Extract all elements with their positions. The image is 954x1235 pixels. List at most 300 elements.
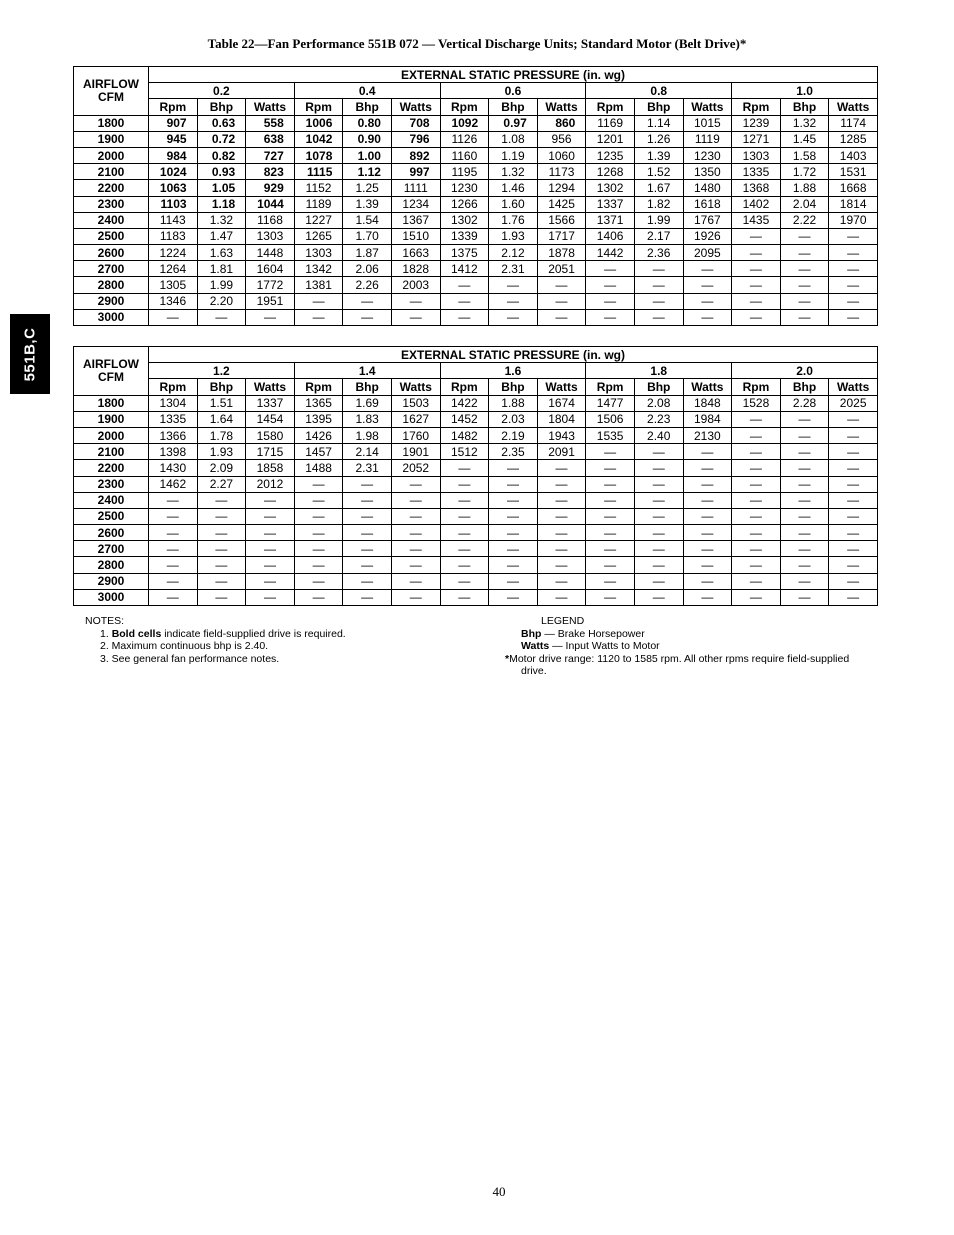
sub-header-rpm: Rpm: [294, 379, 343, 395]
sub-header-watts: Watts: [246, 99, 295, 115]
data-cell: —: [489, 589, 538, 605]
data-cell: —: [732, 245, 781, 261]
data-cell: —: [537, 573, 586, 589]
data-cell: 1604: [246, 261, 295, 277]
data-cell: 1580: [246, 427, 295, 443]
data-cell: —: [343, 589, 392, 605]
data-cell: —: [440, 557, 489, 573]
data-cell: 1.81: [197, 261, 246, 277]
data-cell: 1.54: [343, 212, 392, 228]
data-cell: 1285: [829, 131, 878, 147]
note-1-prefix: 1.: [100, 627, 112, 640]
data-cell: —: [343, 309, 392, 325]
data-cell: —: [634, 541, 683, 557]
data-cell: —: [489, 309, 538, 325]
data-cell: —: [683, 277, 732, 293]
pressure-header: 1.8: [586, 363, 732, 379]
data-cell: —: [586, 589, 635, 605]
data-cell: —: [391, 492, 440, 508]
data-cell: 1970: [829, 212, 878, 228]
data-cell: —: [780, 589, 829, 605]
data-cell: —: [489, 476, 538, 492]
data-cell: —: [149, 573, 198, 589]
data-cell: 1.14: [634, 115, 683, 131]
data-cell: 1.69: [343, 395, 392, 411]
data-cell: 0.72: [197, 131, 246, 147]
sub-header-bhp: Bhp: [780, 379, 829, 395]
legend-watts-def: — Input Watts to Motor: [549, 640, 660, 653]
data-cell: —: [440, 508, 489, 524]
data-cell: 1.47: [197, 228, 246, 244]
table-row: [74, 164, 878, 180]
airflow-cfm-cell: 1900: [74, 131, 149, 147]
data-cell: —: [246, 557, 295, 573]
data-cell: 1.00: [343, 147, 392, 163]
data-cell: 2.36: [634, 245, 683, 261]
airflow-cfm-cell: 2900: [74, 293, 149, 309]
data-cell: 1.12: [343, 164, 392, 180]
data-cell: 1984: [683, 411, 732, 427]
table-row: [74, 245, 878, 261]
data-cell: —: [829, 277, 878, 293]
data-cell: —: [732, 460, 781, 476]
sub-header-bhp: Bhp: [197, 379, 246, 395]
data-cell: —: [780, 492, 829, 508]
sub-header-bhp: Bhp: [197, 99, 246, 115]
sub-header-watts: Watts: [683, 379, 732, 395]
data-cell: 1303: [294, 245, 343, 261]
data-cell: —: [197, 573, 246, 589]
data-cell: 796: [391, 131, 440, 147]
data-cell: 2091: [537, 444, 586, 460]
data-cell: —: [829, 476, 878, 492]
data-cell: 1674: [537, 395, 586, 411]
data-cell: 1767: [683, 212, 732, 228]
data-cell: —: [683, 557, 732, 573]
table-row: [74, 196, 878, 212]
data-cell: 2.20: [197, 293, 246, 309]
data-cell: 1346: [149, 293, 198, 309]
data-cell: 1480: [683, 180, 732, 196]
data-cell: —: [149, 557, 198, 573]
data-cell: —: [489, 525, 538, 541]
data-cell: —: [440, 277, 489, 293]
data-cell: 1271: [732, 131, 781, 147]
data-cell: 1.82: [634, 196, 683, 212]
table-row: [74, 261, 878, 277]
sub-header-watts: Watts: [246, 379, 295, 395]
data-cell: —: [586, 573, 635, 589]
data-cell: 2.06: [343, 261, 392, 277]
data-cell: —: [732, 557, 781, 573]
data-cell: —: [537, 589, 586, 605]
data-cell: —: [683, 261, 732, 277]
data-cell: —: [586, 444, 635, 460]
data-cell: —: [489, 573, 538, 589]
data-cell: 1.60: [489, 196, 538, 212]
pressure-header: 1.2: [149, 363, 295, 379]
data-cell: —: [634, 293, 683, 309]
data-cell: 1.88: [780, 180, 829, 196]
data-cell: —: [197, 541, 246, 557]
data-cell: 1848: [683, 395, 732, 411]
data-cell: 1.58: [780, 147, 829, 163]
airflow-cfm-cell: 2400: [74, 492, 149, 508]
data-cell: 1448: [246, 245, 295, 261]
data-cell: —: [149, 492, 198, 508]
data-cell: —: [149, 525, 198, 541]
footnote-line-1: Motor drive range: 1120 to 1585 rpm. All other rpms require field-supplied: [509, 652, 850, 665]
airflow-label: AIRFLOW: [83, 76, 139, 91]
data-cell: 1814: [829, 196, 878, 212]
data-cell: —: [732, 541, 781, 557]
data-cell: —: [829, 460, 878, 476]
data-cell: —: [780, 228, 829, 244]
data-cell: 2130: [683, 427, 732, 443]
data-cell: 1528: [732, 395, 781, 411]
data-cell: 1342: [294, 261, 343, 277]
table-row: [74, 541, 878, 557]
data-cell: 727: [246, 147, 295, 163]
data-cell: 2.03: [489, 411, 538, 427]
airflow-cfm-cell: 2800: [74, 557, 149, 573]
data-cell: —: [586, 309, 635, 325]
data-cell: 638: [246, 131, 295, 147]
data-cell: 1305: [149, 277, 198, 293]
sub-header-rpm: Rpm: [294, 99, 343, 115]
data-cell: —: [343, 541, 392, 557]
airflow-cfm-cell: 2400: [74, 212, 149, 228]
data-cell: —: [391, 573, 440, 589]
data-cell: 1302: [586, 180, 635, 196]
sub-header-bhp: Bhp: [634, 379, 683, 395]
legend-bhp: [505, 628, 880, 641]
table-row: [74, 573, 878, 589]
data-cell: —: [440, 476, 489, 492]
data-cell: 1160: [440, 147, 489, 163]
data-cell: —: [683, 573, 732, 589]
data-cell: —: [732, 228, 781, 244]
legend-footnote: [505, 653, 880, 666]
data-cell: —: [829, 261, 878, 277]
data-cell: 1.99: [634, 212, 683, 228]
data-cell: —: [246, 589, 295, 605]
data-cell: 1230: [440, 180, 489, 196]
data-cell: —: [634, 476, 683, 492]
data-cell: 1.76: [489, 212, 538, 228]
data-cell: 1183: [149, 228, 198, 244]
data-cell: —: [537, 492, 586, 508]
table-row: [74, 508, 878, 524]
data-cell: 1510: [391, 228, 440, 244]
data-cell: —: [732, 293, 781, 309]
data-cell: —: [197, 589, 246, 605]
data-cell: 1044: [246, 196, 295, 212]
data-cell: —: [683, 541, 732, 557]
data-cell: 1.64: [197, 411, 246, 427]
data-cell: 1442: [586, 245, 635, 261]
data-cell: 1.88: [489, 395, 538, 411]
data-cell: 1078: [294, 147, 343, 163]
data-cell: —: [537, 476, 586, 492]
data-cell: —: [732, 508, 781, 524]
airflow-cfm-cell: 1800: [74, 115, 149, 131]
legend-watts-term: Watts: [521, 640, 550, 653]
data-cell: —: [586, 525, 635, 541]
data-cell: —: [391, 309, 440, 325]
data-cell: —: [732, 589, 781, 605]
data-cell: 1.26: [634, 131, 683, 147]
data-cell: —: [294, 293, 343, 309]
data-cell: 1.72: [780, 164, 829, 180]
airflow-cfm-cell: 2700: [74, 261, 149, 277]
data-cell: 1454: [246, 411, 295, 427]
table-row: [74, 115, 878, 131]
sub-header-bhp: Bhp: [489, 379, 538, 395]
data-cell: —: [683, 293, 732, 309]
table-row: [74, 589, 878, 605]
table-row: [74, 180, 878, 196]
data-cell: —: [732, 476, 781, 492]
data-cell: 1.39: [634, 147, 683, 163]
data-cell: —: [634, 557, 683, 573]
cfm-label: CFM: [98, 89, 124, 104]
data-cell: —: [780, 427, 829, 443]
data-cell: —: [391, 476, 440, 492]
data-cell: —: [829, 589, 878, 605]
data-cell: 1264: [149, 261, 198, 277]
data-cell: 1.99: [197, 277, 246, 293]
data-cell: 1627: [391, 411, 440, 427]
data-cell: 1365: [294, 395, 343, 411]
esp-header: EXTERNAL STATIC PRESSURE (in. wg): [149, 347, 878, 363]
data-cell: 1715: [246, 444, 295, 460]
data-cell: 1878: [537, 245, 586, 261]
data-cell: —: [343, 525, 392, 541]
data-cell: 1422: [440, 395, 489, 411]
sub-header-rpm: Rpm: [732, 99, 781, 115]
legend-bhp-term: Bhp: [521, 627, 542, 640]
data-cell: 945: [149, 131, 198, 147]
table-row: [74, 411, 878, 427]
data-cell: —: [149, 589, 198, 605]
airflow-label: AIRFLOW: [83, 356, 139, 371]
airflow-cfm-cell: 1800: [74, 395, 149, 411]
data-cell: 1173: [537, 164, 586, 180]
airflow-cfm-cell: 2000: [74, 427, 149, 443]
table-row: [74, 309, 878, 325]
data-cell: —: [149, 508, 198, 524]
data-cell: —: [537, 508, 586, 524]
data-cell: —: [683, 460, 732, 476]
pressure-header: 1.0: [732, 83, 878, 99]
data-cell: 907: [149, 115, 198, 131]
data-cell: —: [732, 573, 781, 589]
legend: [505, 615, 880, 678]
data-cell: 1452: [440, 411, 489, 427]
note-1-rest: indicate field-supplied drive is required.: [161, 627, 346, 640]
data-cell: 1015: [683, 115, 732, 131]
data-cell: 1126: [440, 131, 489, 147]
data-cell: —: [197, 525, 246, 541]
data-cell: —: [391, 589, 440, 605]
data-cell: 1.39: [343, 196, 392, 212]
data-cell: 1024: [149, 164, 198, 180]
data-cell: 1335: [732, 164, 781, 180]
airflow-cfm-cell: 2100: [74, 164, 149, 180]
data-cell: —: [780, 541, 829, 557]
legend-bhp-def: — Brake Horsepower: [541, 627, 645, 640]
data-cell: 2025: [829, 395, 878, 411]
data-cell: 1412: [440, 261, 489, 277]
data-cell: —: [537, 293, 586, 309]
data-cell: 1858: [246, 460, 295, 476]
data-cell: 2.12: [489, 245, 538, 261]
data-cell: 2.40: [634, 427, 683, 443]
data-cell: 1512: [440, 444, 489, 460]
data-cell: 1304: [149, 395, 198, 411]
table-row: [74, 460, 878, 476]
airflow-cfm-cell: 2600: [74, 525, 149, 541]
airflow-cfm-header: [74, 347, 149, 396]
data-cell: 1663: [391, 245, 440, 261]
data-cell: 1092: [440, 115, 489, 131]
data-cell: —: [732, 427, 781, 443]
data-cell: —: [246, 492, 295, 508]
table-row: [74, 147, 878, 163]
data-cell: 2.31: [489, 261, 538, 277]
data-cell: —: [780, 460, 829, 476]
data-cell: 1239: [732, 115, 781, 131]
data-cell: —: [294, 541, 343, 557]
data-cell: 1804: [537, 411, 586, 427]
data-cell: 1.19: [489, 147, 538, 163]
data-cell: 1.93: [197, 444, 246, 460]
data-cell: 1.70: [343, 228, 392, 244]
data-cell: 1.87: [343, 245, 392, 261]
data-cell: —: [829, 541, 878, 557]
data-cell: 2.09: [197, 460, 246, 476]
data-cell: —: [780, 309, 829, 325]
data-cell: 956: [537, 131, 586, 147]
data-cell: 1426: [294, 427, 343, 443]
airflow-cfm-cell: 2100: [74, 444, 149, 460]
data-cell: 1.78: [197, 427, 246, 443]
data-cell: 2095: [683, 245, 732, 261]
data-cell: 1.93: [489, 228, 538, 244]
sub-header-watts: Watts: [537, 99, 586, 115]
data-cell: 1.52: [634, 164, 683, 180]
data-cell: 1.05: [197, 180, 246, 196]
esp-header: EXTERNAL STATIC PRESSURE (in. wg): [149, 67, 878, 83]
data-cell: 1535: [586, 427, 635, 443]
data-cell: 1235: [586, 147, 635, 163]
data-cell: 2.35: [489, 444, 538, 460]
pressure-header: 0.4: [294, 83, 440, 99]
data-cell: —: [683, 444, 732, 460]
data-cell: —: [294, 589, 343, 605]
data-cell: —: [440, 525, 489, 541]
data-cell: 1901: [391, 444, 440, 460]
data-cell: 1760: [391, 427, 440, 443]
data-cell: —: [829, 525, 878, 541]
data-cell: —: [780, 525, 829, 541]
data-cell: 1.08: [489, 131, 538, 147]
data-cell: 1303: [246, 228, 295, 244]
data-cell: —: [391, 293, 440, 309]
data-cell: —: [780, 411, 829, 427]
data-cell: 1482: [440, 427, 489, 443]
data-cell: —: [294, 309, 343, 325]
airflow-cfm-header: [74, 67, 149, 116]
data-cell: —: [732, 444, 781, 460]
data-cell: 1115: [294, 164, 343, 180]
cfm-label: CFM: [98, 369, 124, 384]
data-cell: 1337: [246, 395, 295, 411]
data-cell: 1.98: [343, 427, 392, 443]
data-cell: —: [440, 492, 489, 508]
data-cell: 1168: [246, 212, 295, 228]
airflow-cfm-cell: 2300: [74, 196, 149, 212]
data-cell: 1.45: [780, 131, 829, 147]
table-row: [74, 228, 878, 244]
data-cell: 823: [246, 164, 295, 180]
data-cell: —: [732, 525, 781, 541]
data-cell: —: [489, 460, 538, 476]
data-cell: —: [440, 293, 489, 309]
data-cell: 1.46: [489, 180, 538, 196]
pressure-header: 2.0: [732, 363, 878, 379]
data-cell: 1367: [391, 212, 440, 228]
data-cell: —: [634, 589, 683, 605]
data-cell: —: [634, 460, 683, 476]
data-cell: —: [780, 277, 829, 293]
airflow-cfm-cell: 2200: [74, 460, 149, 476]
data-cell: 1337: [586, 196, 635, 212]
data-cell: 1.18: [197, 196, 246, 212]
data-cell: 708: [391, 115, 440, 131]
data-cell: —: [634, 525, 683, 541]
data-cell: 984: [149, 147, 198, 163]
data-cell: 1425: [537, 196, 586, 212]
data-cell: 1.51: [197, 395, 246, 411]
data-cell: 2012: [246, 476, 295, 492]
data-cell: 1294: [537, 180, 586, 196]
data-cell: —: [732, 309, 781, 325]
page-number: 40: [492, 1184, 506, 1199]
airflow-cfm-cell: 2200: [74, 180, 149, 196]
data-cell: 1926: [683, 228, 732, 244]
data-cell: —: [440, 460, 489, 476]
data-cell: 558: [246, 115, 295, 131]
note-1: [85, 628, 485, 641]
data-cell: 929: [246, 180, 295, 196]
sub-header-bhp: Bhp: [343, 99, 392, 115]
data-cell: —: [683, 492, 732, 508]
pressure-header: 1.4: [294, 363, 440, 379]
data-cell: 1.83: [343, 411, 392, 427]
data-cell: —: [343, 476, 392, 492]
data-cell: —: [683, 508, 732, 524]
airflow-cfm-cell: 2500: [74, 228, 149, 244]
data-cell: —: [489, 293, 538, 309]
data-cell: —: [343, 293, 392, 309]
data-cell: —: [829, 245, 878, 261]
data-cell: 0.97: [489, 115, 538, 131]
legend-watts: [505, 640, 880, 653]
data-cell: —: [537, 541, 586, 557]
data-cell: 0.63: [197, 115, 246, 131]
